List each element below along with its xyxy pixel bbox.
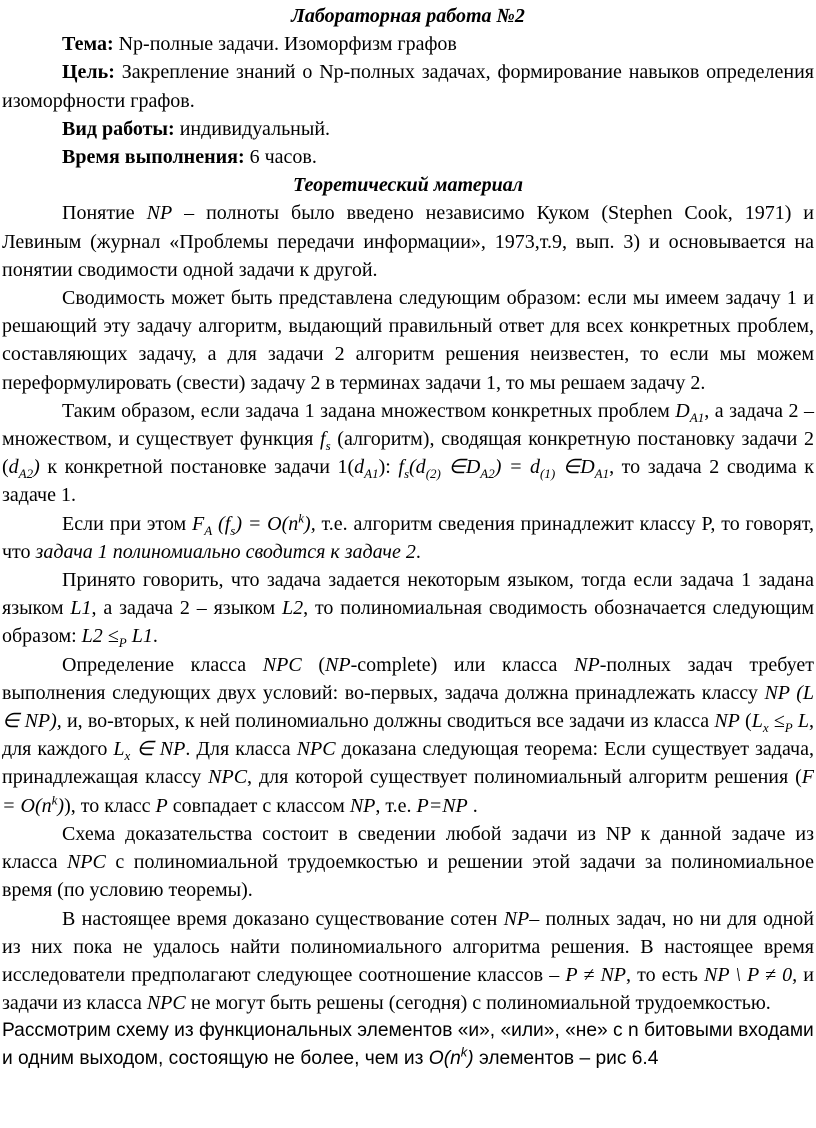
text-run: , для каждого [2,710,814,761]
math-f-o-nk: $F = O(n^k)$ [2,766,814,817]
paragraph-circuit-scheme [2,1017,814,1072]
paragraph-reduction-function [2,397,814,510]
math-d-a2: $d_{A2}$ [8,456,34,482]
paragraph-languages [2,566,814,651]
math-p-eq-np: P=NP [416,794,468,817]
text-run: , то задача 2 сводима к задаче 1. [2,456,814,507]
text-run: -полных задач требует выполнения следующих двух условий: во-первых, задача должна принадлежать классу [2,653,814,704]
goal-text: Закрепление знаний о Np-полных задачах, формирование навыков определения изоморфности графов. [2,61,814,112]
text-run: т.е. алгоритм сведения принадлежит классу P, то говорят, что [2,512,814,563]
text-run: элементов – рис 6.4 [473,1047,659,1069]
math-fs: $f_s$ [320,428,331,454]
math-np-minus-p: NP \ P ≠ 0, [704,963,798,986]
text-run: Рассмотрим схему из функциональных элементов «и», «или», «не» с n битовыми входами и одним выходом, состоящую не более, чем из [2,1020,814,1069]
paragraph-npc-definition [2,651,814,820]
text-run: , а задача 2 – множеством, и существует функция [2,399,815,451]
text-run: . [152,625,158,648]
paragraph-reducibility: Сводимость может быть представлена следующим образом: если мы имеем задачу 1 и решающий эту задачу алгоритм, выдающий правильный ответ для всех конкретных проблем, составляющих задачу, а для задачи 2 алгоритм решения неизвестен, то если мы можем переформулировать (свести) задачу 2 в терминах задачи 1, то мы решаем задачу 2. [2,287,814,394]
duration-label: Время выполнения: [62,146,245,169]
work-type-text: индивидуальный. [174,117,331,140]
section-title: Теоретический материал [292,174,524,197]
text-run: В настоящее время доказано существование сотен [62,907,504,930]
text-run: к конкретной постановке задачи 1( [39,456,355,479]
text-run: , то полиномиальная сводимость обозначается следующим образом: [2,597,815,648]
text-run: и, во-вторых, к ней полиномиально должны сводиться все задачи из класса [61,710,715,733]
np-term: NP [714,710,740,733]
np-term: NP [574,653,600,676]
lab-title: Лабораторная работа №2 [291,5,525,27]
topic-text: Np-полные задачи. Изоморфизм графов [113,33,457,56]
math-paren: ) [33,456,40,479]
p-term: P [155,794,168,817]
text-run: . Для класса [185,738,297,761]
math-l-in-np: NP (L ∈ NP), [2,681,814,733]
text-run: , то есть [626,963,705,986]
text-run: ( [739,710,752,733]
math-fa-formula: $F_A$ $(f_s) = O(n^k)$, [192,510,316,538]
paragraph-np-concept [2,199,814,284]
text-run: , т.е. [375,794,417,817]
work-type-line [2,115,814,143]
math-formula-reduction: $f_s(d_{(2)}$ $\in D_{A2}) = d_{(1)}$ $\in D_{A1}$ [398,456,610,482]
text-run: (алгоритм), сводящая конкретную постановку задачи 2 ( [2,428,814,479]
np-term: NP [146,202,173,225]
text-run: , для которой существует полиномиальный алгоритм решения ( [247,766,802,789]
text-run: Принято говорить, что задача задается некоторым языком, тогда если задача 1 задана языком [2,569,814,620]
text-run: ): [378,456,391,479]
paragraph-polynomial-reduction [2,510,814,566]
text-run: с полиномиальной трудоемкостью и решении этой задачи за полиномиальное время (по условию теоремы). [2,851,814,902]
npc-term: NPC [66,851,106,874]
math-d-a1-b: $d_{A1}$ [354,456,379,482]
np-term: NP [325,653,351,676]
math-d-a1: $D_{A1}$ [675,399,705,425]
duration-text: 6 часов. [244,146,317,169]
paragraph-current-state [2,905,814,1018]
goal-label: Цель: [62,61,115,84]
np-term: NP [349,794,376,817]
text-run: . [467,794,478,817]
text-run: Схема доказательства состоит в сведении любой задачи из NP к данной задаче из класса [2,822,814,874]
math-lx-le-l: $L_x \le_P$ L [751,710,809,736]
goal-line [2,58,814,114]
text-run: и задачи из класса [2,963,815,1015]
np-term: NP [503,907,530,930]
text-run: совпадает с классом [167,794,350,817]
italic-statement: задача 1 полиномиально сводится к задаче 2 [35,540,416,563]
text-run: ( [301,653,326,676]
work-type-label: Вид работы: [62,117,175,140]
text-run: – полных задач, но ни для одной из них пока не удалось найти полиномиального алгоритма решения. В настоящее время исследователи предполагают следующее соотношение классов [2,907,814,986]
paragraph-proof-scheme [2,820,814,905]
npc-term: NPC [296,738,336,761]
text-run: , а задача 2 – языком [91,597,282,620]
document-body [2,2,814,1072]
text-run: доказана следующая теорема: Если существует задача, принадлежащая классу [2,738,814,789]
text-run: Понятие [62,202,147,225]
math-lx-in-np: $L_x$ ∈ NP [113,738,186,764]
text-run: не могут быть решены (сегодня) с полиномиальной трудоемкостью. [185,992,771,1015]
math-l2-le-l1: $L2 \le_P$ L1 [81,625,153,651]
text-run: ), то класс [64,794,156,817]
npc-term: NPC [208,766,248,789]
topic-line [2,30,814,58]
text-run: Таким образом, если задача 1 задана множеством конкретных проблем [62,399,676,422]
math-p-neq-np: – P ≠ NP [549,963,626,986]
topic-label: Тема: [62,33,114,56]
text-run: -complete) или класса [350,653,575,676]
duration-line [2,143,814,171]
text-run: . [415,540,421,563]
text-run: Если при этом [62,512,193,535]
npc-term: NPC [262,653,302,676]
text-run: – полноты было введено независимо Куком (Stephen Cook, 1971) и Левиным (журнал «Проблемы передачи информации», 1973,т.9, вып. 3) и основывается на понятии сводимости одной задачи к другой. [2,202,814,281]
npc-term: NPC [146,992,186,1015]
math-l2: L2 [281,597,304,620]
text-run: Определение класса [62,653,263,676]
math-l1: L1 [70,597,92,620]
math-o-nk: $O(n^k)$ [428,1044,474,1069]
